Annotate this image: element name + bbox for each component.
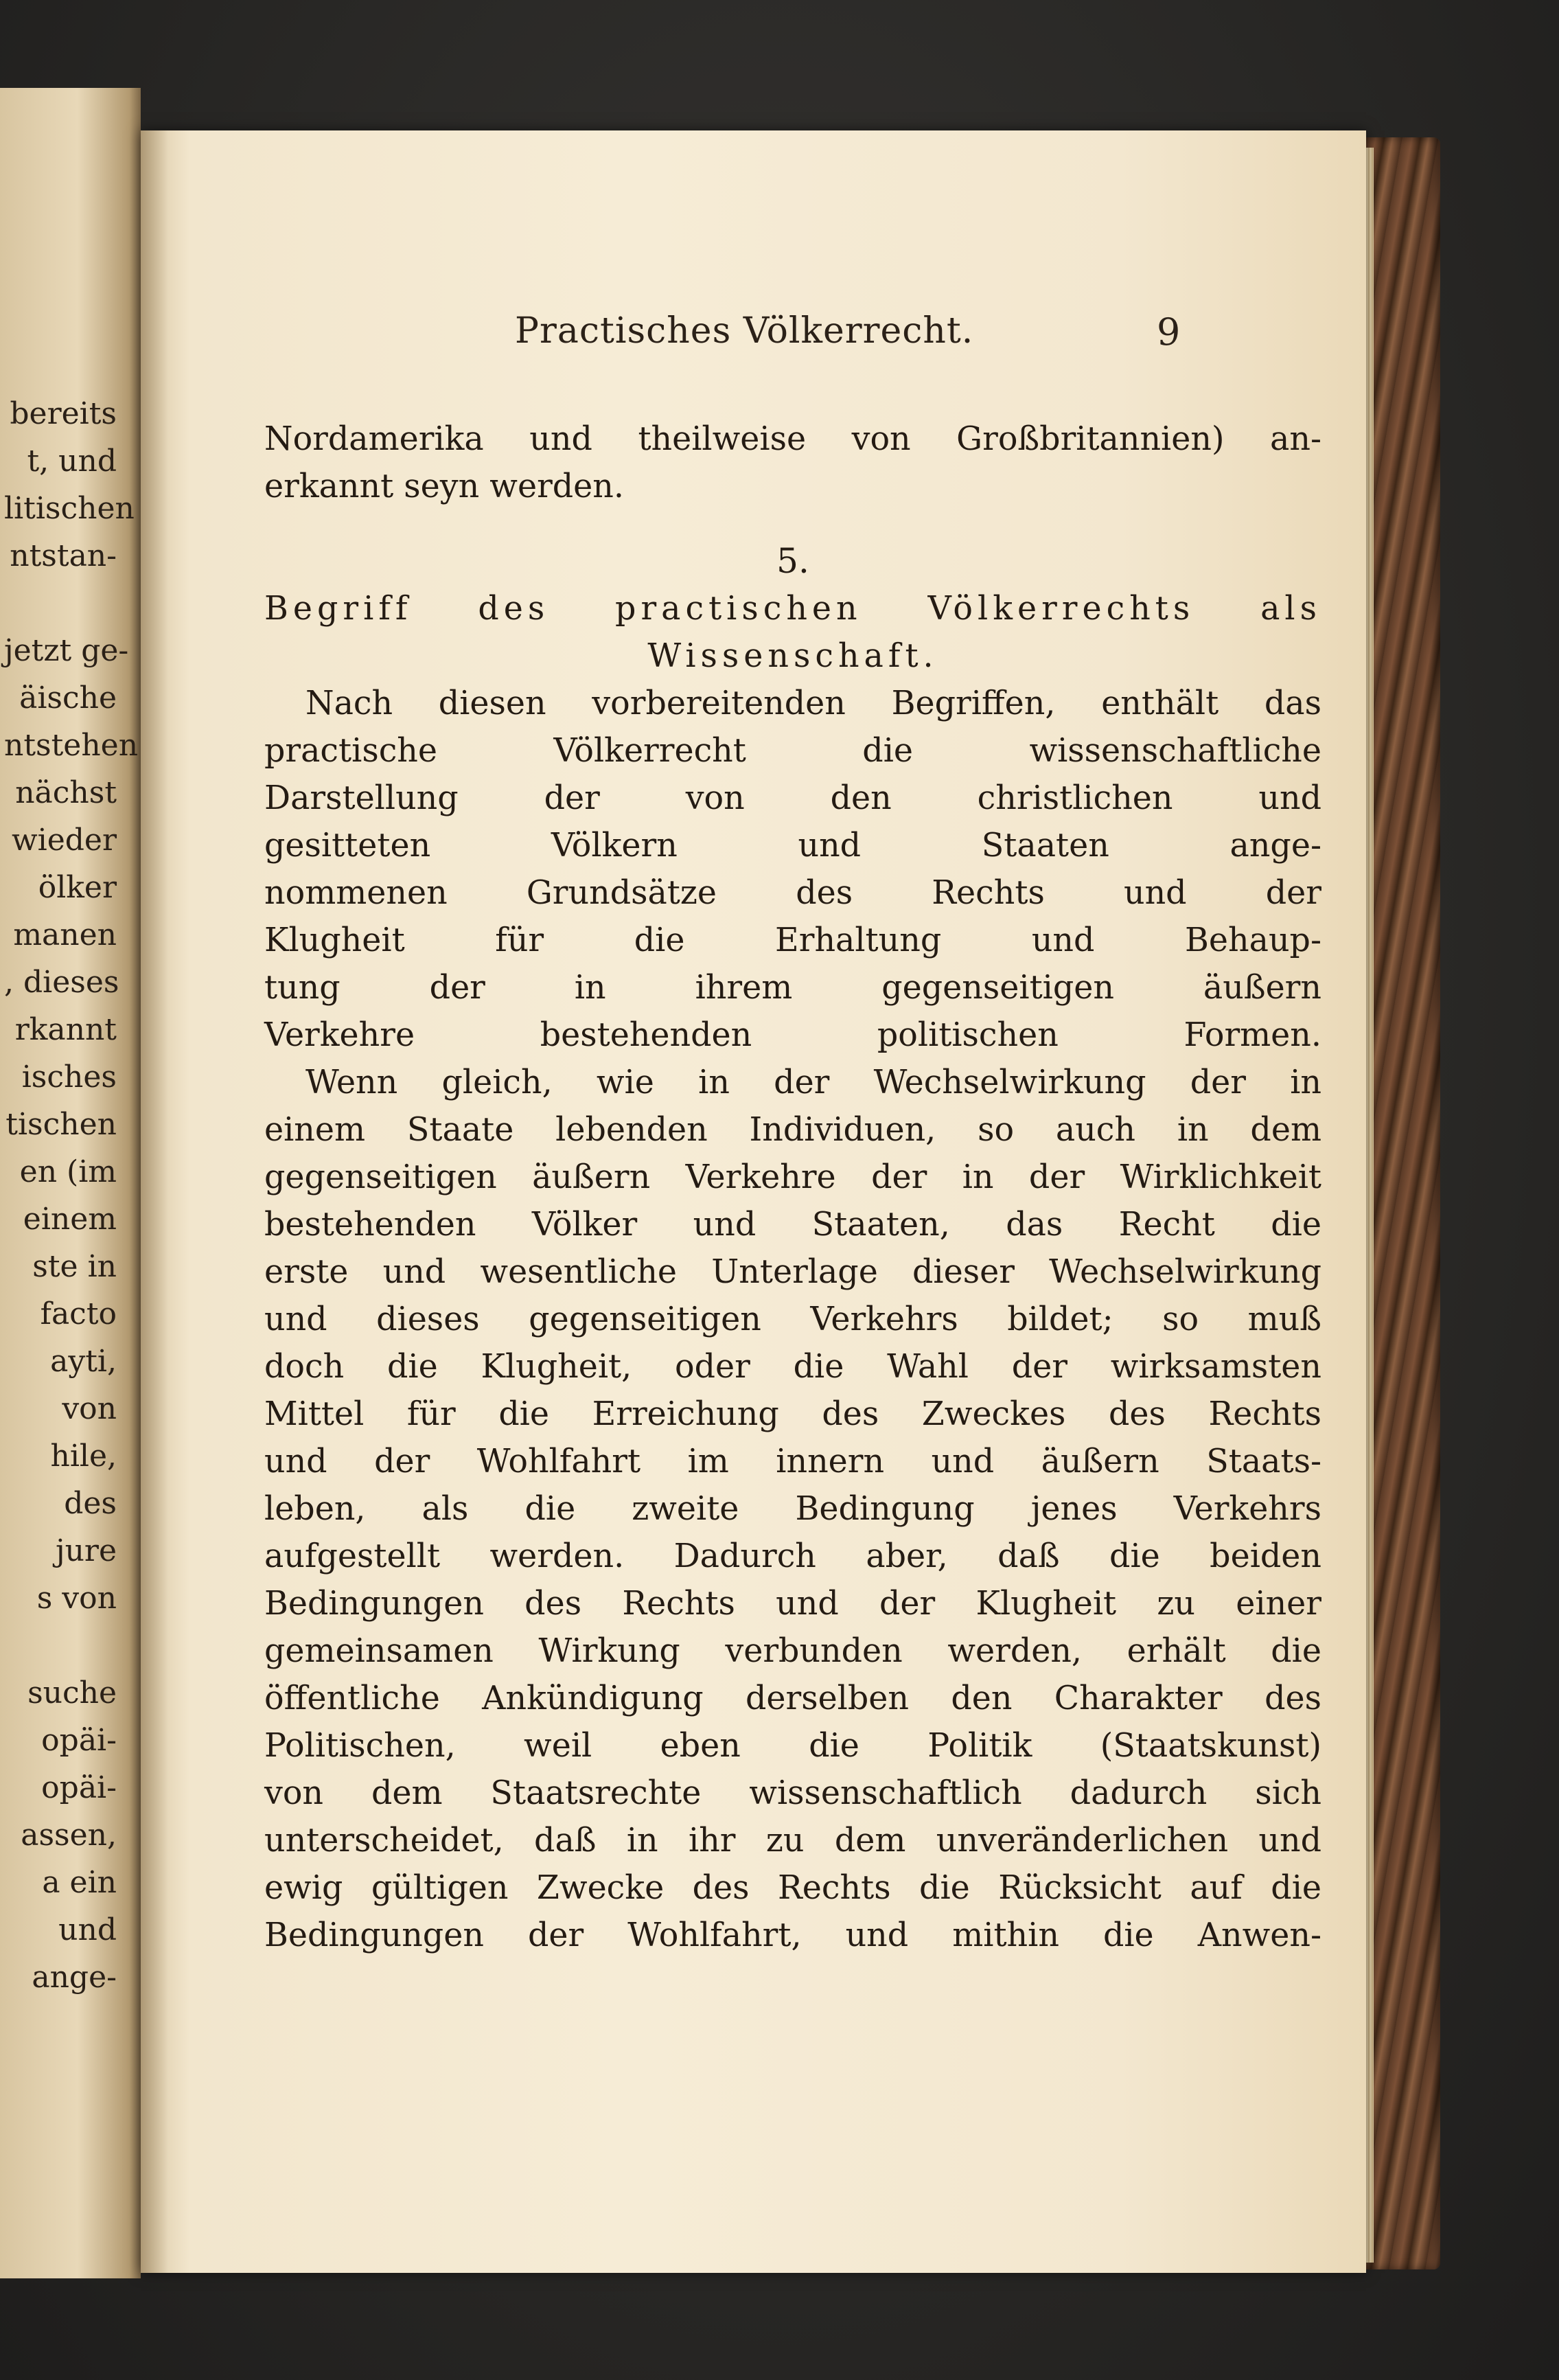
- gutter-shadow: [141, 130, 168, 2273]
- paragraph-line: Darstellung der von den christlichen und: [264, 779, 1321, 817]
- page-body: [264, 415, 1321, 1959]
- paragraph-line: unterscheidet, daß in ihr zu dem unveränderlichen und: [264, 1822, 1321, 1860]
- paragraph-line: und dieses gegenseitigen Verkehrs bildet; so muß: [264, 1301, 1321, 1338]
- left-page-line: en (im: [19, 1154, 117, 1189]
- paragraph-line: von dem Staatsrechte wissenschaftlich dadurch sich: [264, 1774, 1321, 1812]
- paragraph-line: Bedingungen der Wohlfahrt, und mithin die Anwen-: [264, 1916, 1321, 1954]
- paragraph-line: gegenseitigen äußern Verkehre der in der Wirklichkeit: [264, 1158, 1321, 1196]
- left-page-line: s von: [36, 1581, 117, 1616]
- paragraph-line: ewig gültigen Zwecke des Rechts die Rücksicht auf die: [264, 1869, 1321, 1907]
- page-number: 9: [1157, 310, 1181, 354]
- paragraph-line: Klugheit für die Erhaltung und Behaup-: [264, 922, 1321, 959]
- paragraph-line: bestehenden Völker und Staaten, das Recht die: [264, 1206, 1321, 1244]
- left-page-line: wieder: [11, 823, 117, 858]
- left-page-line: manen: [13, 917, 117, 952]
- left-page-line: jure: [55, 1533, 117, 1568]
- left-page-line: isches: [21, 1060, 117, 1095]
- left-page-line: assen,: [21, 1818, 117, 1853]
- running-head: Practisches Völkerrecht.: [515, 310, 974, 352]
- paragraph-line: tung der in ihrem gegenseitigen äußern: [264, 969, 1321, 1007]
- paragraph-line: doch die Klugheit, oder die Wahl der wirksamsten: [264, 1348, 1321, 1386]
- paragraph-line: gesitteten Völkern und Staaten ange-: [264, 827, 1321, 865]
- paragraph-line: und der Wohlfahrt im innern und äußern Staats-: [264, 1443, 1321, 1480]
- left-page-fragment: [0, 88, 141, 2278]
- page-header: [141, 310, 1366, 365]
- left-page-line: von: [62, 1391, 117, 1426]
- book-page: [141, 130, 1366, 2273]
- left-page-line: tischen: [5, 1107, 117, 1142]
- section-title-line: Begriff des practischen Völkerrechts als: [264, 590, 1321, 628]
- left-page-line: ntstehen: [4, 728, 139, 763]
- body-line: Nordamerika und theilweise von Großbritannien) an-: [264, 420, 1321, 458]
- left-page-line: [4, 580, 117, 627]
- left-page-line: ayti,: [50, 1344, 117, 1379]
- left-page-line: ange-: [32, 1960, 117, 1995]
- paragraph-line: Mittel für die Erreichung des Zweckes des Rechts: [264, 1395, 1321, 1433]
- left-page-line: opäi-: [41, 1770, 117, 1805]
- left-page-line: bereits: [10, 396, 117, 431]
- paragraph-line: nommenen Grundsätze des Rechts und der: [264, 874, 1321, 912]
- left-page-line: suche: [27, 1675, 117, 1710]
- paragraph-line: erste und wesentliche Unterlage dieser Wechselwirkung: [264, 1253, 1321, 1291]
- body-line: erkannt seyn werden.: [264, 468, 624, 505]
- left-page-line: , dieses: [4, 965, 119, 1000]
- left-page-line: äische: [19, 680, 117, 716]
- left-page-line: ölker: [38, 870, 117, 905]
- paragraph-line: einem Staate lebenden Individuen, so auch in dem: [264, 1111, 1321, 1149]
- left-page-text: [4, 390, 141, 2001]
- left-page-line: jetzt ge-: [4, 633, 129, 668]
- paragraph-line: gemeinsamen Wirkung verbunden werden, erhält die: [264, 1632, 1321, 1670]
- left-page-line: [4, 1622, 117, 1669]
- paragraph-line: leben, als die zweite Bedingung jenes Verkehrs: [264, 1490, 1321, 1528]
- section-number: 5.: [776, 541, 809, 581]
- left-page-line: rkannt: [14, 1012, 117, 1047]
- paragraph-line: Verkehre bestehenden politischen Formen.: [264, 1016, 1321, 1054]
- left-page-line: litischen: [4, 491, 135, 526]
- left-page-line: hile,: [50, 1439, 117, 1474]
- left-page-line: ste in: [32, 1249, 117, 1284]
- paragraph-line: Politischen, weil eben die Politik (Staatskunst): [264, 1727, 1321, 1765]
- left-page-line: opäi-: [41, 1723, 117, 1758]
- left-page-line: und: [58, 1912, 117, 1947]
- left-page-line: nächst: [15, 775, 117, 810]
- paragraph-line: Bedingungen des Rechts und der Klugheit zu einer: [264, 1585, 1321, 1623]
- paragraph-line: practische Völkerrecht die wissenschaftliche: [264, 732, 1321, 770]
- left-page-line: des: [64, 1486, 117, 1521]
- left-page-line: einem: [23, 1202, 117, 1237]
- book-cover-edge: [1366, 137, 1440, 2269]
- paragraph-line: Wenn gleich, wie in der Wechselwirkung der in: [305, 1064, 1321, 1101]
- left-page-line: t, und: [27, 444, 117, 479]
- left-page-line: ntstan-: [10, 538, 117, 573]
- left-page-line: facto: [40, 1296, 117, 1331]
- paragraph-line: Nach diesen vorbereitenden Begriffen, enthält das: [305, 685, 1321, 722]
- section-title-line: Wissenschaft.: [647, 637, 938, 675]
- left-page-line: a ein: [42, 1865, 117, 1900]
- paragraph-line: aufgestellt werden. Dadurch aber, daß die beiden: [264, 1537, 1321, 1575]
- paragraph-line: öffentliche Ankündigung derselben den Charakter des: [264, 1680, 1321, 1717]
